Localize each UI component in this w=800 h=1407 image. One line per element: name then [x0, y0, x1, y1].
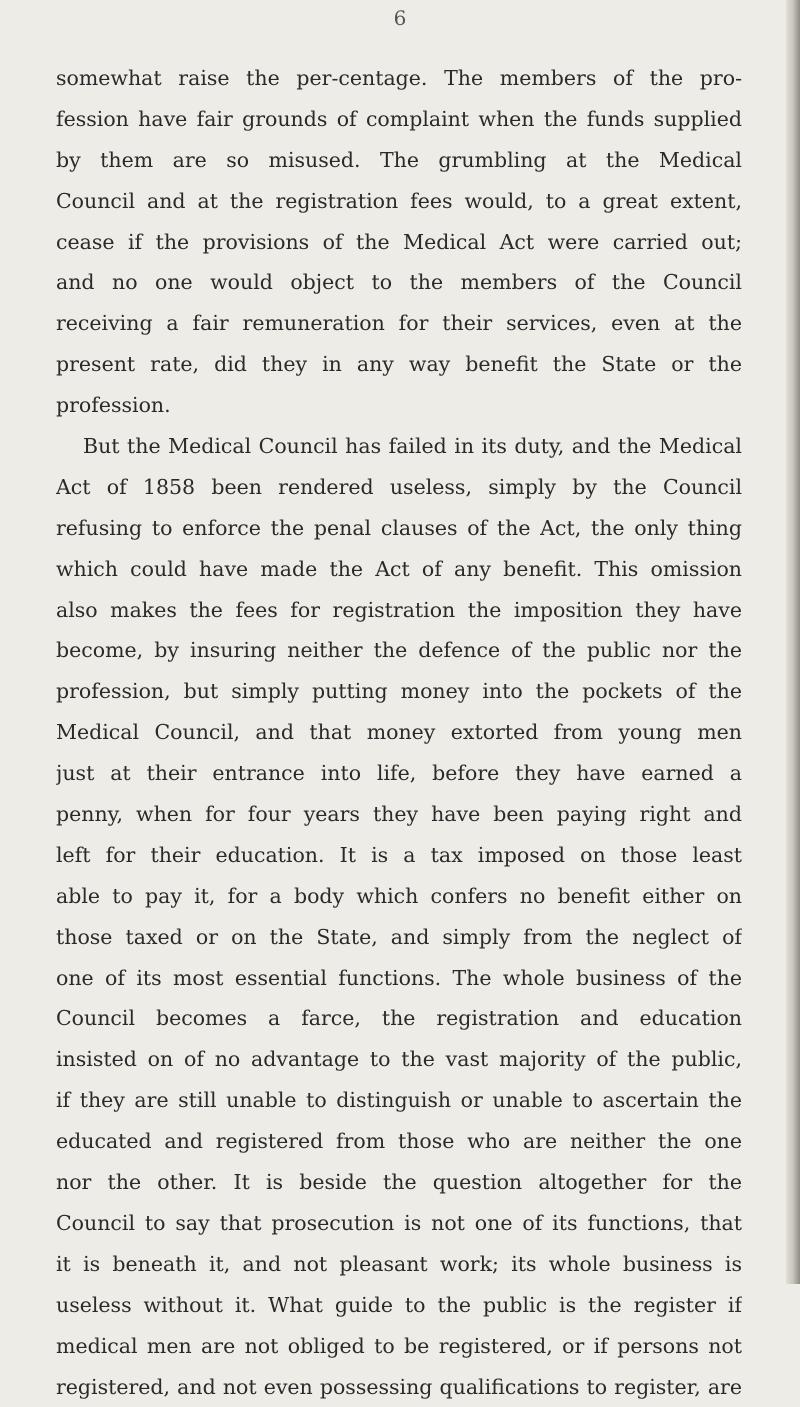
text-line: nor the other. It is beside the question altogether for the	[56, 1162, 742, 1203]
page-edge-shadow	[786, 0, 800, 1284]
text-line: somewhat raise the per-centage. The members of the pro-	[56, 58, 742, 99]
text-line: if they are still unable to distinguish or unable to ascertain the	[56, 1080, 742, 1121]
text-line: one of its most essential functions. The whole business of the	[56, 958, 742, 999]
text-line: Act of 1858 been rendered useless, simply by the Council	[56, 467, 742, 508]
text-line: insisted on of no advantage to the vast majority of the public,	[56, 1039, 742, 1080]
text-line: able to pay it, for a body which confers no benefit either on	[56, 876, 742, 917]
text-line: present rate, did they in any way benefit the State or the	[56, 344, 742, 385]
text-line: and no one would object to the members of the Council	[56, 262, 742, 303]
text-line: it is beneath it, and not pleasant work; its whole business is	[56, 1244, 742, 1285]
text-line: educated and registered from those who are neither the one	[56, 1121, 742, 1162]
text-line: registered, and not even possessing qualifications to register, are	[56, 1367, 742, 1407]
text-line: receiving a fair remuneration for their services, even at the	[56, 303, 742, 344]
text-line: penny, when for four years they have been paying right and	[56, 794, 742, 835]
paragraph-start-line: But the Medical Council has failed in its duty, and the Medical	[56, 426, 742, 467]
text-line: which could have made the Act of any benefit. This omission	[56, 549, 742, 590]
text-line: left for their education. It is a tax imposed on those least	[56, 835, 742, 876]
text-line: refusing to enforce the penal clauses of the Act, the only thing	[56, 508, 742, 549]
text-line: medical men are not obliged to be registered, or if persons not	[56, 1326, 742, 1367]
text-line: Council becomes a farce, the registration and education	[56, 998, 742, 1039]
page-number: 6	[0, 6, 800, 30]
text-line: fession have fair grounds of complaint when the funds supplied	[56, 99, 742, 140]
text-line: just at their entrance into life, before they have earned a	[56, 753, 742, 794]
text-line: Medical Council, and that money extorted from young men	[56, 712, 742, 753]
text-line: Council to say that prosecution is not one of its functions, that	[56, 1203, 742, 1244]
text-line: become, by insuring neither the defence of the public nor the	[56, 630, 742, 671]
text-line: cease if the provisions of the Medical Act were carried out;	[56, 222, 742, 263]
text-line: also makes the fees for registration the imposition they have	[56, 590, 742, 631]
body-text	[56, 58, 742, 1407]
text-line: by them are so misused. The grumbling at the Medical	[56, 140, 742, 181]
paragraph-end-line: profession.	[56, 385, 742, 426]
text-line: those taxed or on the State, and simply from the neglect of	[56, 917, 742, 958]
text-line: useless without it. What guide to the public is the register if	[56, 1285, 742, 1326]
text-line: profession, but simply putting money into the pockets of the	[56, 671, 742, 712]
text-line: Council and at the registration fees would, to a great extent,	[56, 181, 742, 222]
